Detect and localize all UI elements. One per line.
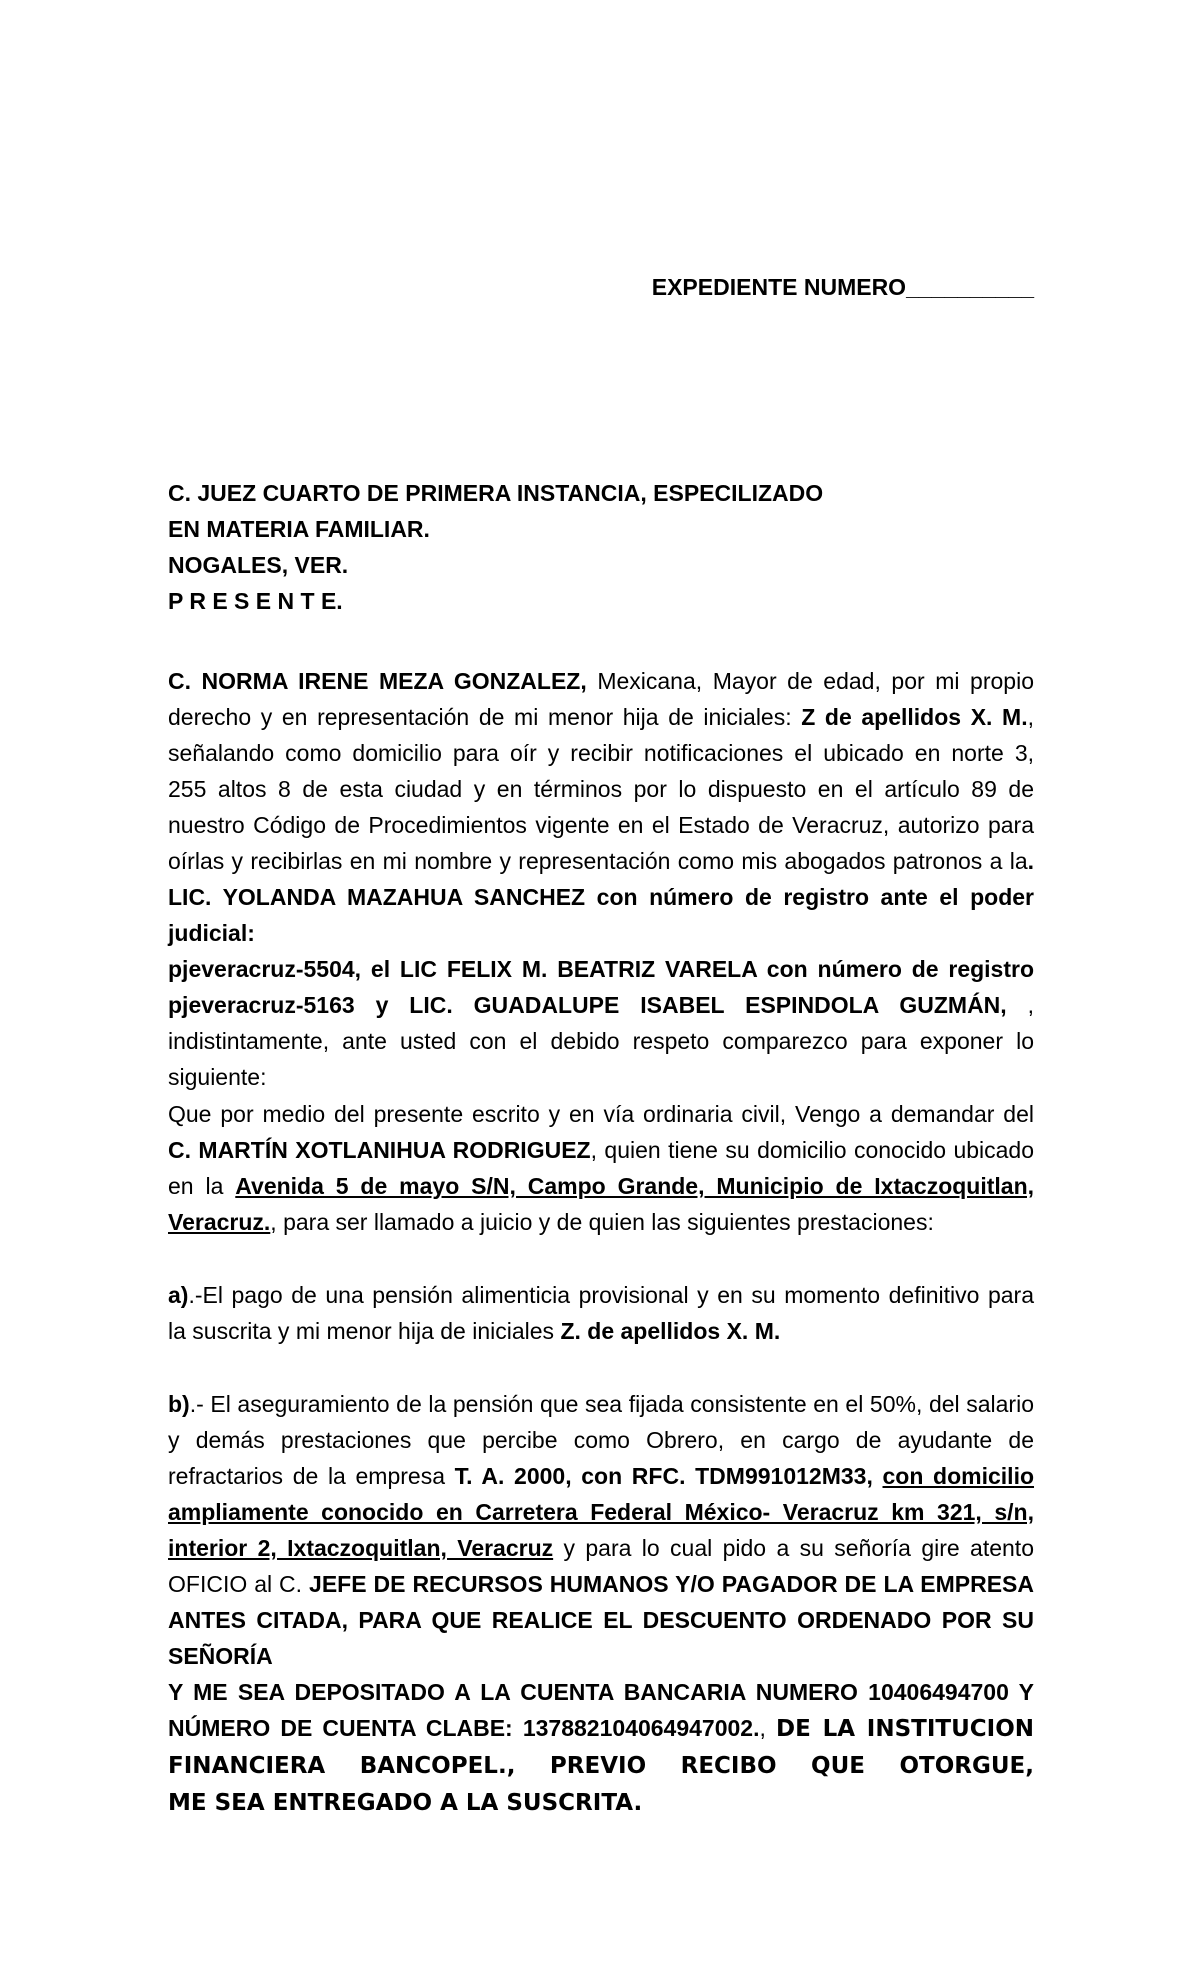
- paragraph-line: [168, 1277, 1034, 1313]
- paragraph-line: [168, 663, 1034, 699]
- paragraph-line: [168, 1602, 1034, 1674]
- text-run: ANTES CITADA, PARA QUE REALICE EL DESCUENTO ORDENADO POR SU SEÑORÍA: [168, 1607, 1034, 1669]
- company-address: interior 2, Ixtaczoquitlan, Veracruz: [168, 1535, 554, 1561]
- text-run: ,: [1027, 992, 1034, 1018]
- paragraph-line: [168, 1747, 1034, 1784]
- expediente-header: [600, 274, 1034, 301]
- demand-paragraph: [168, 1096, 1034, 1240]
- intro-paragraph: [168, 663, 1034, 1095]
- text-run: Mexicana, Mayor de edad, por mi propio: [597, 668, 1034, 694]
- paragraph-line: nuestro Código de Procedimientos vigente en el Estado de Veracruz, autorizo para: [168, 812, 1034, 838]
- paragraph-line: siguiente:: [168, 1064, 267, 1090]
- expediente-blank: __________: [906, 274, 1034, 300]
- item-marker: a): [168, 1282, 189, 1308]
- text-run: derecho y en representación de mi menor hija de iniciales:: [168, 704, 792, 730]
- bank-name: FINANCIERA BANCOPEL., PREVIO RECIBO QUE OTORGUE,: [168, 1753, 1034, 1779]
- company-rfc: T. A. 2000, con RFC. TDM991012M33,: [454, 1463, 873, 1489]
- text-run: oírlas y recibirlas en mi nombre y representación como mis abogados patronos a la: [168, 848, 1028, 874]
- lawyer-1: LIC. YOLANDA MAZAHUA SANCHEZ con número de registro ante el poder judicial:: [168, 884, 1034, 946]
- paragraph-line: [168, 1132, 1034, 1168]
- paragraph-line: [168, 1494, 1034, 1530]
- paragraph-line: [168, 699, 1034, 735]
- court-address: [168, 475, 1034, 619]
- minor-initials: Z. de apellidos X. M.: [560, 1318, 781, 1344]
- text-run: .- El aseguramiento de la pensión que sea fijada consistente en el 50%, del salario: [189, 1391, 1034, 1417]
- defendant-address: Avenida 5 de mayo S/N, Campo Grande, Municipio de Ixtaczoquitlan,: [235, 1173, 1035, 1199]
- text-run: , para ser llamado a juicio y de quien las siguientes prestaciones:: [270, 1209, 934, 1235]
- bank-account: Y ME SEA DEPOSITADO A LA CUENTA BANCARIA NUMERO 10406494700 Y: [168, 1679, 1034, 1705]
- paragraph-line: señalando como domicilio para oír y recibir notificaciones el ubicado en norte 3,: [168, 740, 1034, 766]
- paragraph-line: indistintamente, ante usted con el debido respeto comparezco para exponer lo: [168, 1028, 1034, 1054]
- paragraph-line: [168, 1168, 1034, 1204]
- text-run: JEFE DE RECURSOS HUMANOS Y/O PAGADOR DE LA EMPRESA: [309, 1571, 1034, 1597]
- company-address: ampliamente conocido en Carretera Federal México- Veracruz km 321, s/n,: [168, 1499, 1034, 1525]
- text-run: .: [1027, 848, 1034, 874]
- text-run: .-El pago de una pensión alimenticia provisional y en su momento definitivo para: [188, 1282, 1034, 1308]
- address-line: EN MATERIA FAMILIAR.: [168, 516, 430, 542]
- address-line: NOGALES, VER.: [168, 552, 349, 578]
- defendant-address-state: Veracruz.: [168, 1209, 271, 1235]
- paragraph-line: 255 altos 8 de esta ciudad y en términos por lo dispuesto en el artículo 89 de: [168, 776, 1034, 802]
- text-run: OFICIO al C.: [168, 1571, 303, 1597]
- paragraph-line: [168, 987, 1034, 1023]
- text-run: ,: [1027, 704, 1034, 730]
- text-run: DE LA INSTITUCION: [776, 1716, 1034, 1742]
- item-marker: b): [168, 1391, 190, 1417]
- item-b: [168, 1386, 1034, 1821]
- text-run: refractarios de la empresa: [168, 1463, 445, 1489]
- paragraph-line: y demás prestaciones que percibe como Obrero, en cargo de ayudante de: [168, 1427, 1034, 1453]
- text-run: ME SEA ENTREGADO A LA SUSCRITA.: [168, 1790, 643, 1816]
- company-address: con domicilio: [882, 1463, 1035, 1489]
- text-run: y para lo cual pido a su señoría gire atento: [563, 1535, 1034, 1561]
- address-line: C. JUEZ CUARTO DE PRIMERA INSTANCIA, ESPECILIZADO: [168, 480, 824, 506]
- paragraph-line: [168, 843, 1034, 879]
- paragraph-line: [168, 1674, 1034, 1710]
- paragraph-line: [168, 1566, 1034, 1602]
- text-run: en la: [168, 1173, 224, 1199]
- lawyer-3: pjeveracruz-5163 y LIC. GUADALUPE ISABEL ESPINDOLA GUZMÁN,: [168, 992, 1007, 1018]
- paragraph-line: [168, 1530, 1034, 1566]
- paragraph-line: [168, 1386, 1034, 1422]
- address-line: P R E S E N T E.: [168, 588, 343, 614]
- paragraph-line: [168, 1204, 1034, 1240]
- registry-number: pjeveracruz-5504,: [168, 956, 362, 982]
- text-run: la suscrita y mi menor hija de iniciales: [168, 1318, 555, 1344]
- item-a: [168, 1277, 1034, 1349]
- expediente-label: EXPEDIENTE NUMERO: [651, 274, 907, 300]
- plaintiff-name: C. NORMA IRENE MEZA GONZALEZ,: [168, 668, 587, 694]
- lawyer-2: el LIC FELIX M. BEATRIZ VARELA con número de registro: [370, 956, 1035, 982]
- text-run: ,: [759, 1715, 766, 1741]
- paragraph-line: [168, 1458, 1034, 1494]
- paragraph-line: [168, 951, 1034, 987]
- paragraph-line: [168, 1784, 1034, 1821]
- paragraph-line: Que por medio del presente escrito y en vía ordinaria civil, Vengo a demandar del: [168, 1101, 1034, 1127]
- text-run: , quien tiene su domicilio conocido ubicado: [590, 1137, 1035, 1163]
- paragraph-line: [168, 1710, 1034, 1747]
- minor-initials: Z de apellidos X. M.: [801, 704, 1028, 730]
- clabe-account: NÚMERO DE CUENTA CLABE: 137882104064947002.: [168, 1715, 760, 1741]
- paragraph-line: [168, 879, 1034, 951]
- paragraph-line: [168, 1313, 1034, 1349]
- defendant-name: C. MARTÍN XOTLANIHUA RODRIGUEZ: [168, 1137, 591, 1163]
